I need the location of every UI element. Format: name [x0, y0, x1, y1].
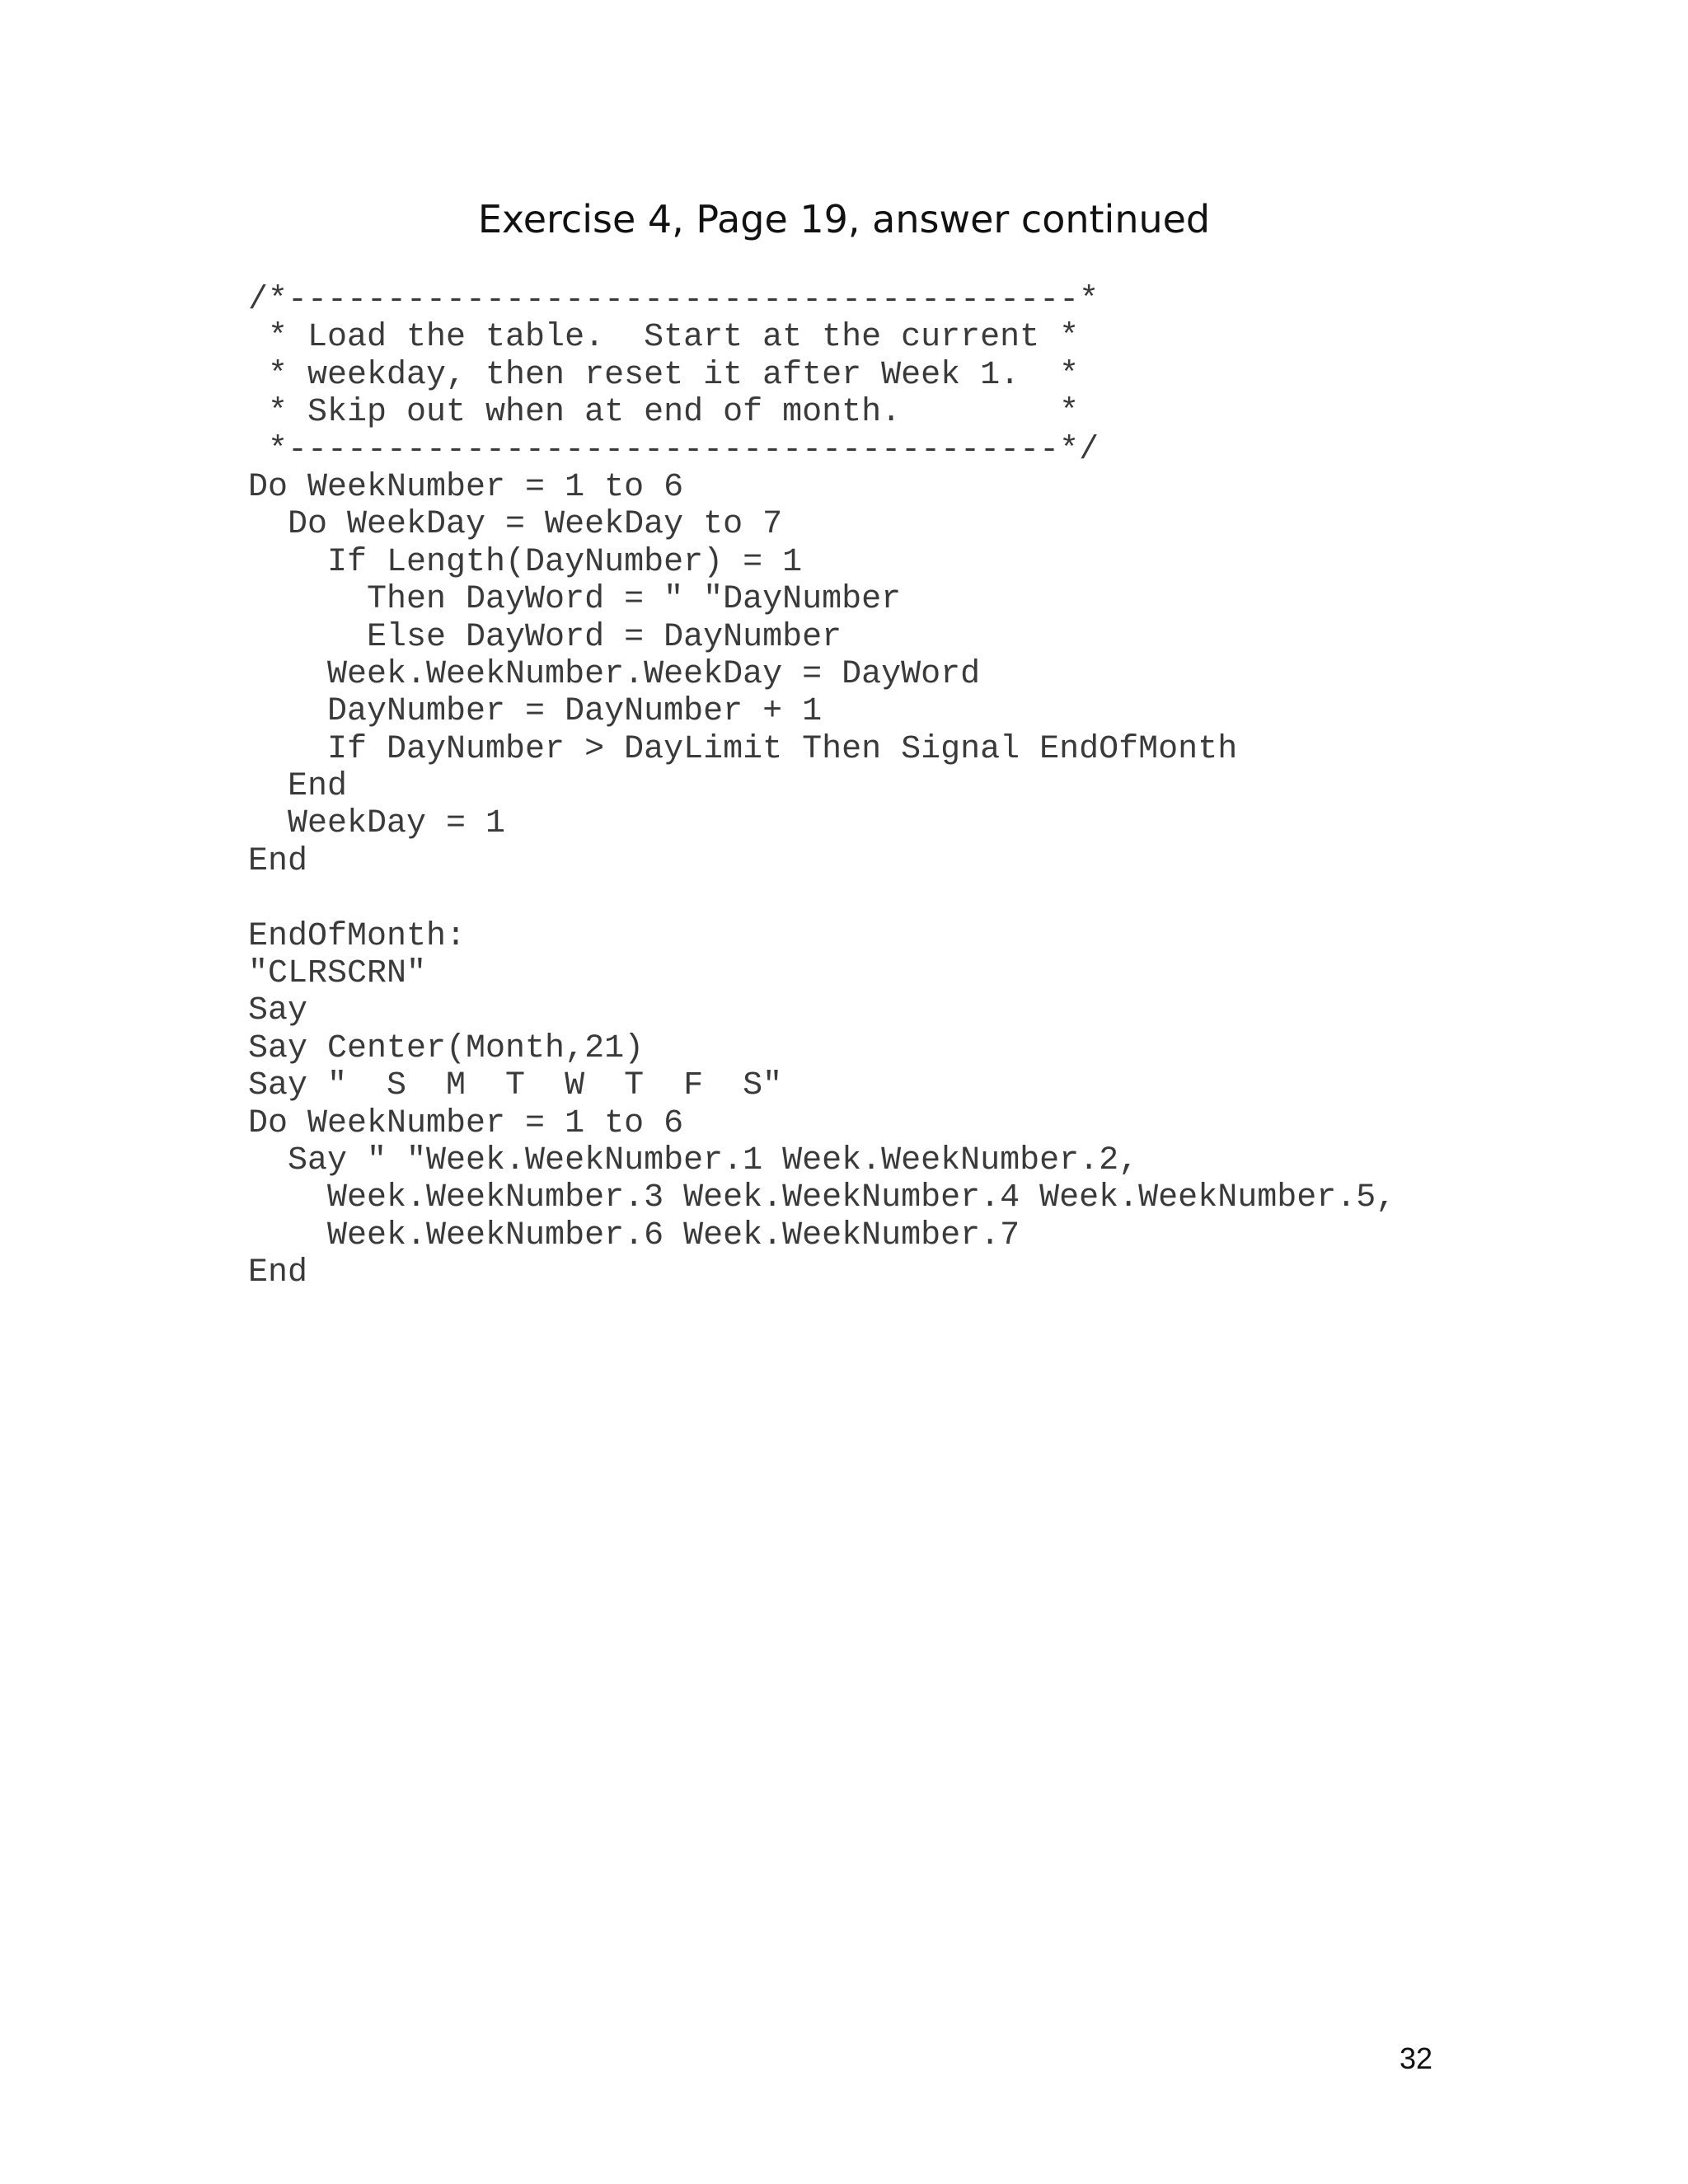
code-line: If DayNumber > DayLimit Then Signal EndOfMonth [248, 730, 1238, 768]
code-line: Week.WeekNumber.WeekDay = DayWord [248, 655, 981, 693]
code-line: Then DayWord = " "DayNumber [248, 581, 902, 619]
code-line: Say " S M T W T F S" [248, 1067, 783, 1105]
code-line: Do WeekDay = WeekDay to 7 [248, 506, 783, 544]
code-line: DayNumber = DayNumber + 1 [248, 693, 823, 731]
page-number: 32 [1399, 2041, 1432, 2075]
code-line: /*----------------------------------------* [248, 282, 1100, 319]
code-line: Week.WeekNumber.3 Week.WeekNumber.4 Week.WeekNumber.5, [248, 1179, 1396, 1217]
code-line: End [248, 1254, 308, 1292]
code-line: Say [248, 992, 308, 1030]
code-line: Do WeekNumber = 1 to 6 [248, 1104, 684, 1142]
page-title: Exercise 4, Page 19, answer continued [477, 197, 1211, 241]
code-line: Else DayWord = DayNumber [248, 618, 842, 656]
code-line: * weekday, then reset it after Week 1. * [248, 356, 1080, 394]
code-line: *---------------------------------------*/ [248, 431, 1100, 469]
code-line: * Load the table. Start at the current * [248, 319, 1080, 357]
code-line: If Length(DayNumber) = 1 [248, 543, 803, 581]
code-line: Say Center(Month,21) [248, 1029, 645, 1067]
code-line: End [248, 842, 308, 880]
code-line-blank [248, 880, 1395, 917]
code-line: WeekDay = 1 [248, 805, 506, 843]
code-line: Week.WeekNumber.6 Week.WeekNumber.7 [248, 1216, 1020, 1254]
code-line: * Skip out when at end of month. * [248, 394, 1080, 432]
code-line: "CLRSCRN" [248, 955, 427, 993]
code-line: End [248, 768, 348, 806]
code-line: Say " "Week.WeekNumber.1 Week.WeekNumber.2, [248, 1141, 1139, 1179]
code-line: Do WeekNumber = 1 to 6 [248, 468, 684, 506]
code-line: EndOfMonth: [248, 917, 467, 955]
code-listing [248, 282, 1395, 1292]
